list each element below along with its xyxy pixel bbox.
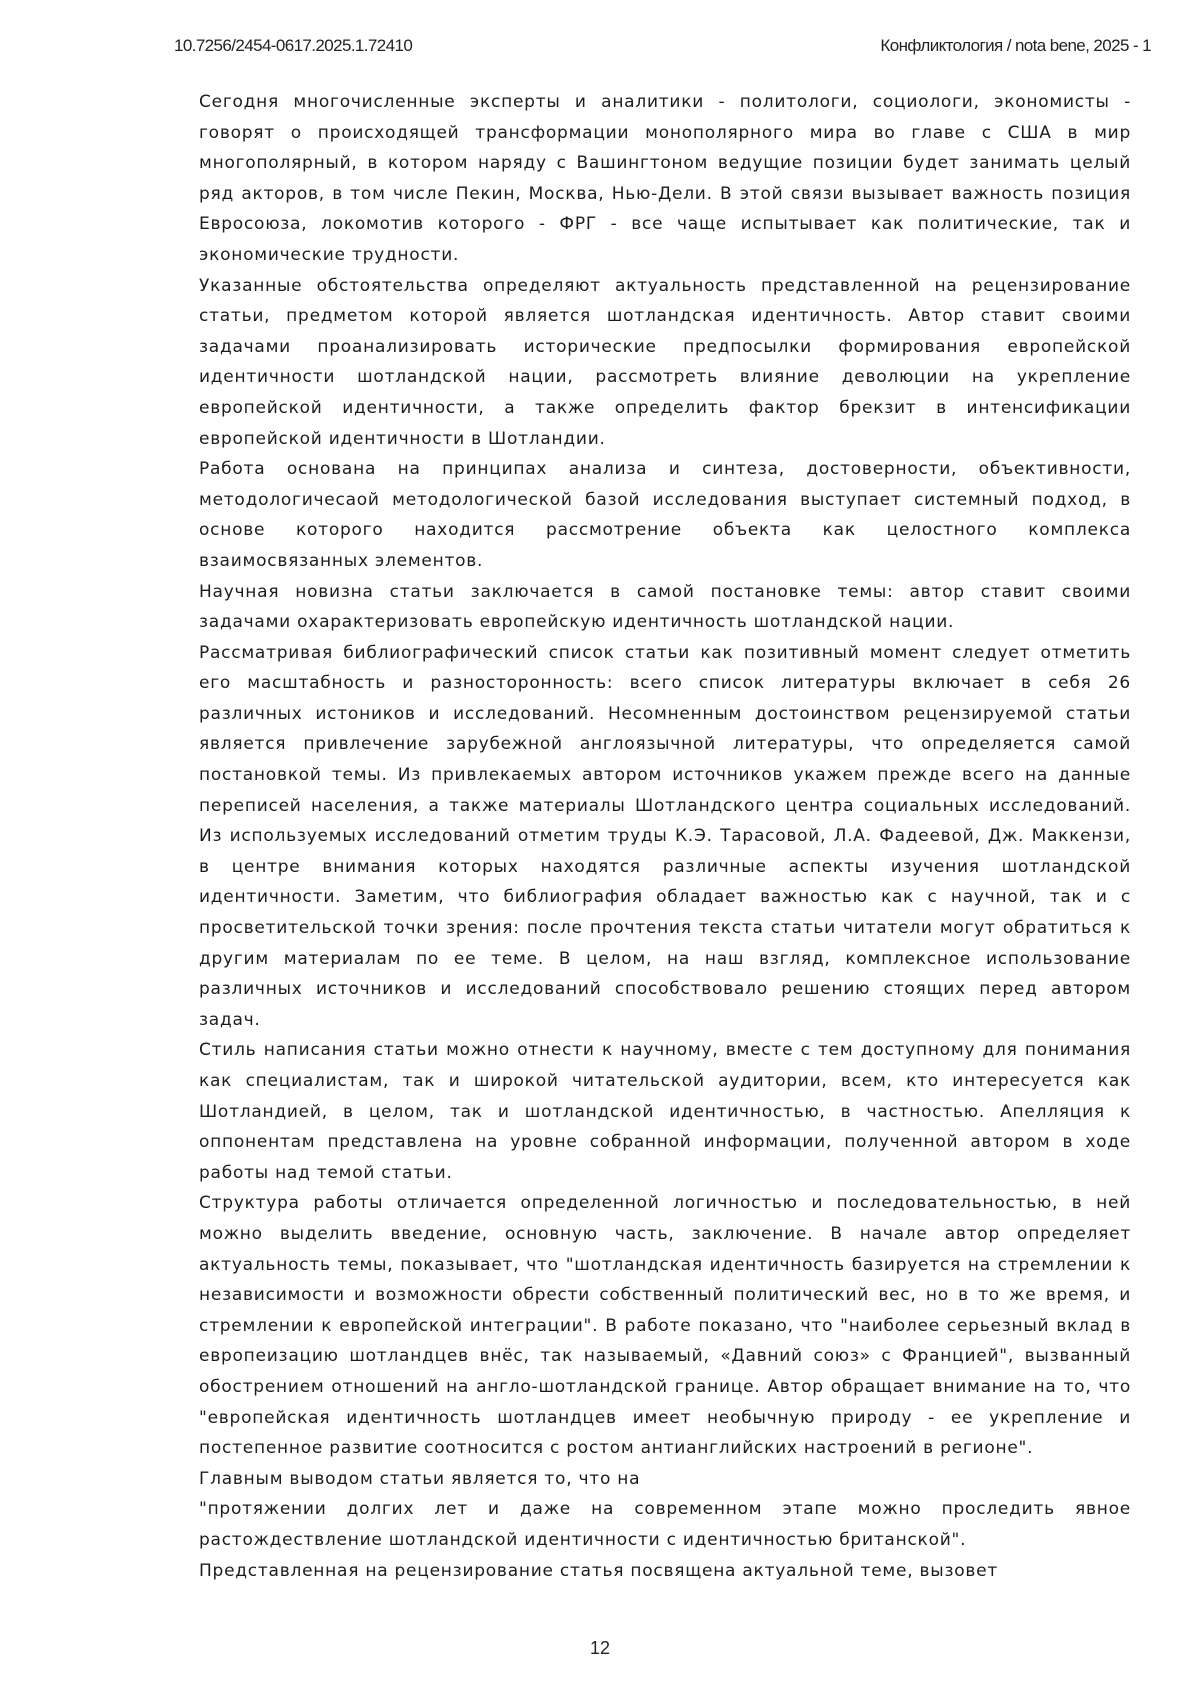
paragraph: Научная новизна статьи заключается в самой постановке темы: автор ставит своими задачами охарактеризовать европейскую идентичность шотландской нации. — [199, 581, 1131, 633]
paragraph: Указанные обстоятельства определяют актуальность представленной на рецензирование статьи, предметом которой является шотландская идентичность. Автор ставит своими задачами проанализировать исторические предпосылки формирования европейской идентичности шотландской нации, рассмотреть влияние деволюции на укрепление европейской идентичности, а также определить фактор брекзит в интенсификации европейской идентичности в Шотландии. — [199, 275, 1131, 449]
paragraph: "протяжении долгих лет и даже на современном этапе можно проследить явное растождествление шотландской идентичности с идентичностью британской". — [199, 1499, 1131, 1550]
paragraph: Рассматривая библиографический список статьи как позитивный момент следует отметить его масштабность и разносторонность: всего список литературы включает в себя 26 различных истоников и исследований. Несомненным достоинством рецензируемой статьи является привлечение зарубежной англоязычной литературы, что определяется самой постановкой темы. Из привлекаемых автором источников укажем прежде всего на данные переписей населения, а также материалы Шотландского центра социальных исследований. Из используемых исследований отметим труды К.Э. Тарасовой, Л.А. Фадеевой, Дж. Маккензи, в центре внимания которых находятся различные аспекты изучения шотландской идентичности. Заметим, что библиография обладает важностью как с научной, так и с просветительской точки зрения: после прочтения текста статьи читатели могут обратиться к другим материалам по ее теме. В целом, на наш взгляд, комплексное использование различных источников и исследований способствовало решению стоящих перед автором задач. — [199, 642, 1131, 1030]
article-body — [199, 87, 1131, 1586]
paragraph: Сегодня многочисленные эксперты и аналитики - политологи, социологи, экономисты - говорят о происходящей трансформации монополярного мира во главе с США в мир многополярный, в котором наряду с Вашингтоном ведущие позиции будет занимать целый ряд акторов, в том числе Пекин, Москва, Нью-Дели. В этой связи вызывает важность позиция Евросоюза, локомотив которого - ФРГ - все чаще испытывает как политические, так и экономические трудности. — [199, 92, 1131, 265]
paragraph: Представленная на рецензирование статья посвящена актуальной теме, вызовет — [199, 1560, 999, 1581]
paragraph: Структура работы отличается определенной логичностью и последовательностью, в ней можно выделить введение, основную часть, заключение. В начале автор определяет актуальность темы, показывает, что "шотландская идентичность базируется на стремлении к независимости и возможности обрести собственный политический вес, но в то же время, и стремлении к европейской интеграции". В работе показано, что "наиболее серьезный вклад в европеизацию шотландцев внёс, так называемый, «Давний союз» с Францией", вызванный обострением отношений на англо-шотландской границе. Автор обращает внимание на то, что "европейская идентичность шотландцев имеет необычную природу - ее укрепление и постепенное развитие соотносится с ростом антианглийских настроений в регионе". — [199, 1193, 1131, 1459]
page-footer — [0, 1638, 1200, 1659]
page-header — [0, 36, 1200, 62]
paragraph: Стиль написания статьи можно отнести к научному, вместе с тем доступному для понимания как специалистам, так и широкой читательской аудитории, всем, кто интересуется как Шотландией, в целом, так и шотландской идентичностью, в частностью. Апелляция к оппонентам представлена на уровне собранной информации, полученной автором в ходе работы над темой статьи. — [199, 1040, 1131, 1183]
page-number: 12 — [589, 1638, 611, 1658]
paragraph: Главным выводом статьи является то, что на — [199, 1468, 641, 1489]
paragraph: Работа основана на принципах анализа и синтеза, достоверности, объективности, методологичесаой методологической базой исследования выступает системный подход, в основе которого находится рассмотрение объекта как целостного комплекса взаимосвязанных элементов. — [199, 459, 1131, 571]
doi-text: 10.7256/2454-0617.2025.1.72410 — [174, 36, 413, 55]
journal-title: Конфликтология / nota bene, 2025 - 1 — [880, 36, 1151, 55]
